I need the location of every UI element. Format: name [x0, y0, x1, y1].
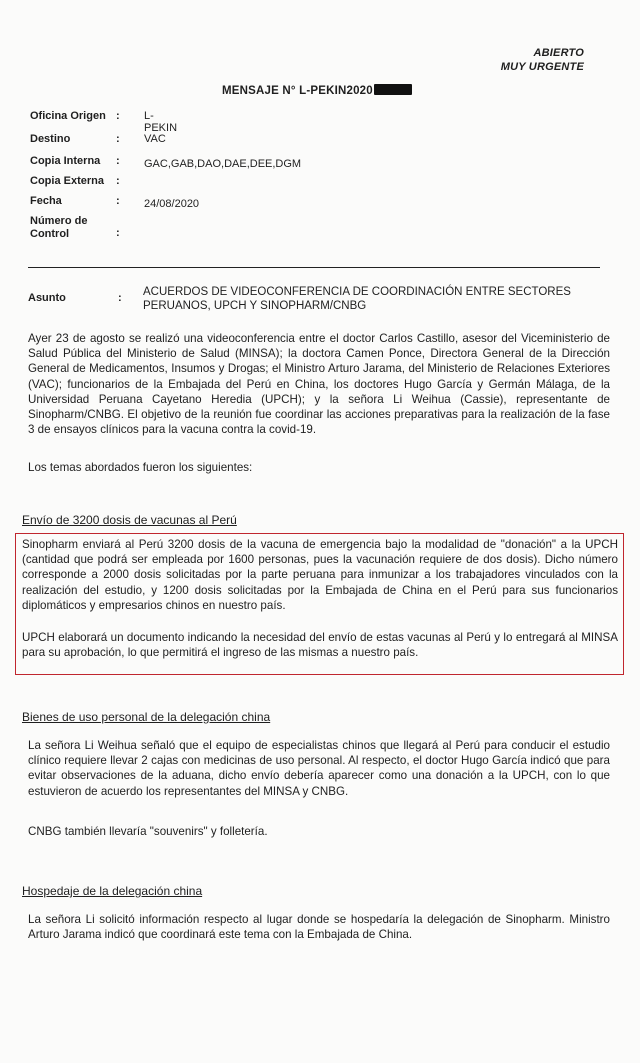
section-paragraph: CNBG también llevaría "souvenirs" y folletería. — [28, 825, 268, 838]
section-title-vaccine-shipment: Envío de 3200 dosis de vacunas al Perú — [22, 513, 237, 527]
topics-intro: Los temas abordados fueron los siguientes: — [28, 461, 253, 474]
meta-label: Copia Interna — [30, 155, 101, 167]
intro-paragraph: Ayer 23 de agosto se realizó una videoconferencia entre el doctor Carlos Castillo, asesor del Viceministerio de Salud Pública del Ministerio de Salud (MINSA); la doctora Camen Ponce, Directora General de la Dirección General de Medicamentos, Insumos y Drogas; el Ministro Arturo Jarama, del Ministerio de Relaciones Exteriores (VAC); funcionarios de la Embajada del Perú en China, los doctores Hugo García y Germán Málaga, de la Universidad Peruana Cayetano Heredia (UPCH); y la señora Li Weihua (Cassie), representante de Sinopharm/CNBG. El objetivo de la reunión fue coordinar las acciones preparativas para la realización de la fase 3 de ensayos clínicos para la vacuna contra la covid-19. — [28, 332, 610, 437]
meta-colon: : — [116, 227, 120, 239]
meta-value: L-PEKIN — [144, 110, 178, 134]
meta-colon: : — [116, 155, 120, 167]
section-title-personal-goods: Bienes de uso personal de la delegación china — [22, 710, 271, 724]
meta-label: Número de Control — [30, 215, 88, 240]
classification-urgency: MUY URGENTE — [500, 61, 584, 73]
meta-value: 24/08/2020 — [144, 198, 200, 210]
meta-colon: : — [116, 110, 120, 122]
message-title: MENSAJE N° L-PEKIN2020 — [222, 85, 373, 97]
redaction-mark — [374, 84, 412, 95]
meta-value: VAC — [144, 133, 166, 145]
header-divider — [28, 267, 600, 268]
section-title-lodging: Hospedaje de la delegación china — [22, 884, 203, 898]
meta-label: Copia Externa — [30, 175, 104, 187]
meta-label: Fecha — [30, 195, 62, 207]
subject-label: Asunto — [28, 292, 66, 304]
classification-open: ABIERTO — [533, 47, 584, 59]
section-paragraph: Sinopharm enviará al Perú 3200 dosis de la vacuna de emergencia bajo la modalidad de "donación" a la UPCH (cantidad que podrá ser empleada por 1600 personas, pues la vacunación requiere de dos dosis). Dicho número corresponde a 2000 dosis solicitadas por la parte peruana para inmunizar a los trabajadores vinculados con la realización del estudio, y 1200 dosis solicitadas por la Embajada de China en el Perú para sus funcionarios diplomáticos y empresarios chinos en nuestro país. — [22, 538, 618, 612]
section-paragraph: La señora Li solicitó información respecto al lugar donde se hospedaría la delegación de Sinopharm. Ministro Arturo Jarama indicó que coordinará este tema con la Embajada de China. — [28, 913, 610, 942]
section-paragraph: La señora Li Weihua señaló que el equipo de especialistas chinos que llegará al Perú para conducir el estudio clínico requiere llevar 2 cajas con medicinas de uso personal. Al respecto, el doctor Hugo García indicó que para evitar observaciones de la aduana, dicho envío debería aparecer como una donación a la UPCH, con lo que estuvieron de acuerdo los representantes del MINSA y CNBG. — [28, 739, 610, 798]
subject-text: ACUERDOS DE VIDEOCONFERENCIA DE COORDINACIÓN ENTRE SECTORES PERUANOS, UPCH Y SINOPHARM/CNBG — [143, 286, 571, 312]
meta-colon: : — [116, 175, 120, 187]
subject-colon: : — [118, 292, 122, 304]
message-title-line — [222, 84, 412, 97]
meta-value: GAC,GAB,DAO,DAE,DEE,DGM — [144, 158, 302, 170]
meta-colon: : — [116, 195, 120, 207]
highlight-box — [15, 533, 624, 675]
meta-label: Destino — [30, 133, 71, 145]
meta-colon: : — [116, 133, 120, 145]
meta-label: Oficina Origen — [30, 110, 106, 122]
section-paragraph: UPCH elaborará un documento indicando la necesidad del envío de estas vacunas al Perú y lo entregará al MINSA para su aprobación, lo que permitirá el ingreso de las mismas a nuestro país. — [22, 631, 618, 660]
classification-block — [501, 46, 584, 74]
